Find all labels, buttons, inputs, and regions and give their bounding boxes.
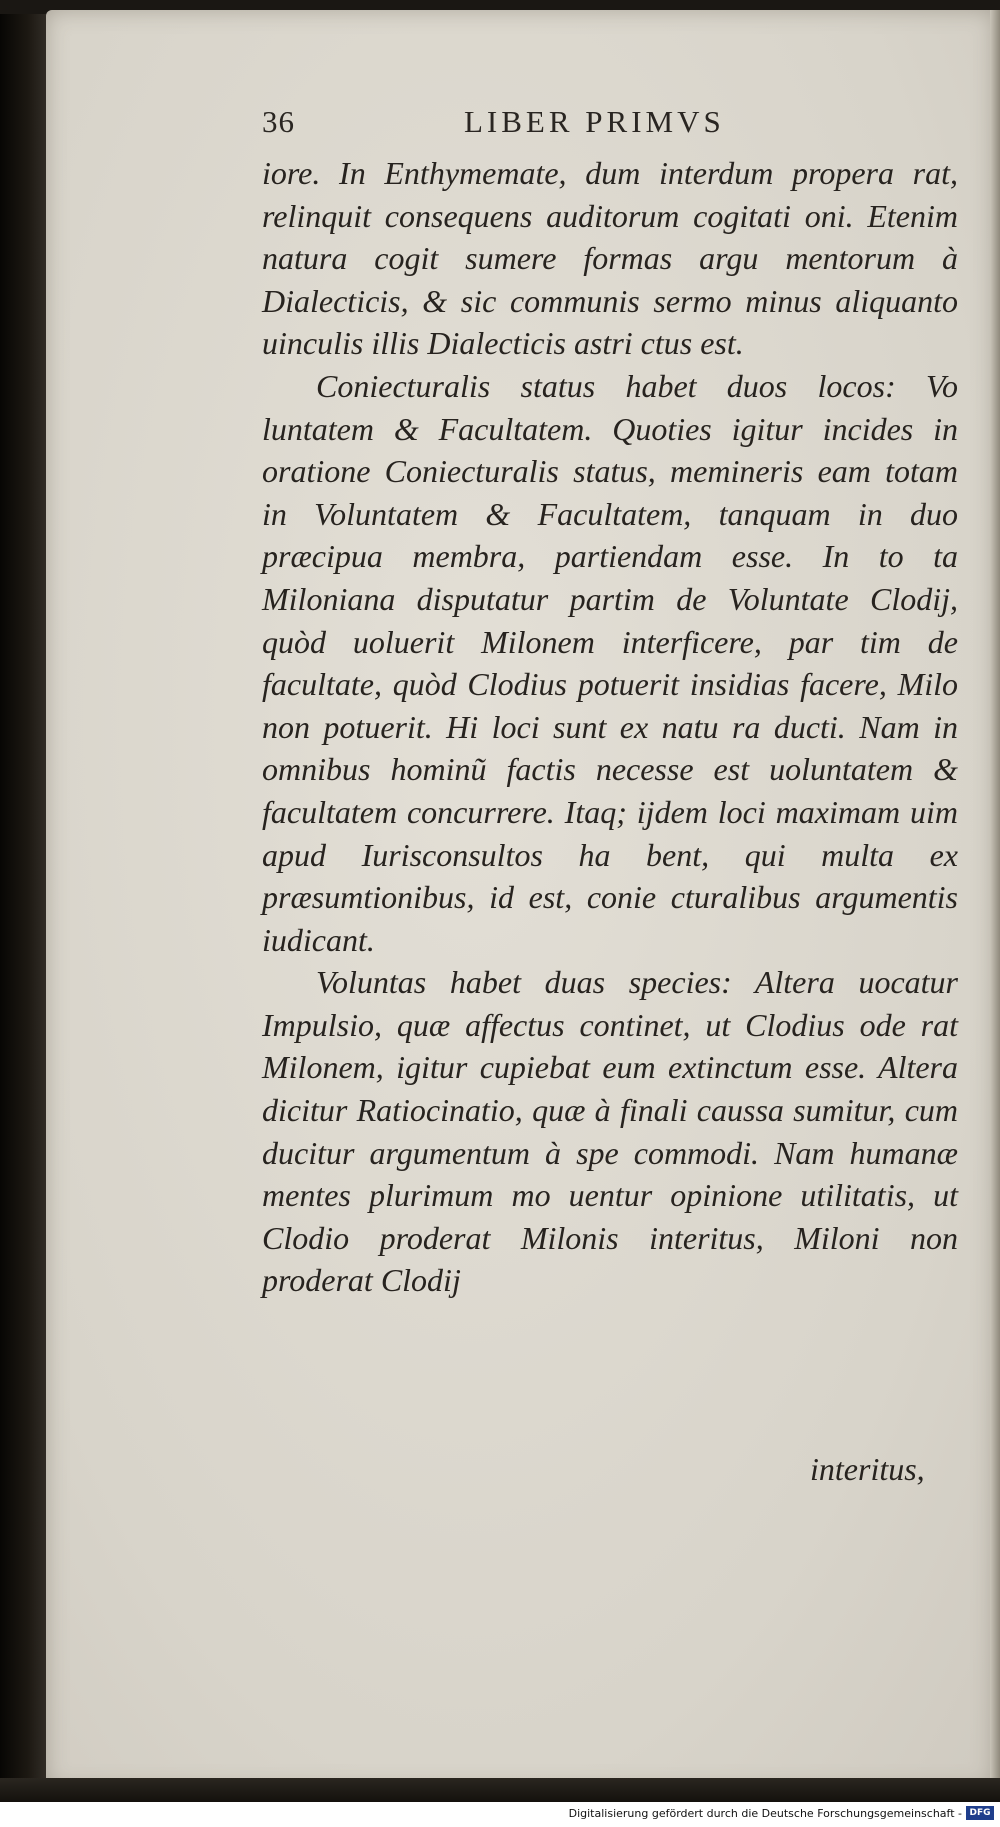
scan-bottom-border [0, 1778, 1000, 1802]
catchword: interitus, [810, 1451, 925, 1487]
paragraph-voluntas: Voluntas habet duas species: Altera uocatur Impulsio, quæ affectus continet, ut Clodius ode rat Milonem, igitur cupiebat eum extinctum esse. Altera dicitur Ratiocinatio, quæ à finali caussa sumitur, cum ducitur argumentum à spe commodi. Nam humanæ mentes plurimum mo uentur opinione utilitatis, ut Clodio proderat Milonis interitus, Miloni non proderat Clodij [262, 964, 958, 1299]
running-head: LIBER PRIMVS [464, 104, 725, 139]
body-text [262, 152, 958, 1302]
paragraph-enthymeme: iore. In Enthymemate, dum interdum propera rat, relinquit consequens auditorum cogitati oni. Etenim natura cogit sumere formas argu mentorum à Dialecticis, & sic communis sermo minus aliquanto uinculis illis Dialecticis astri ctus est. [262, 155, 958, 362]
page-right-edge [990, 10, 1000, 1788]
digitization-credit: Digitalisierung gefördert durch die Deutsche Forschungsgemeinschaft - [568, 1807, 962, 1820]
dfg-logo: DFG [966, 1806, 994, 1820]
digitization-footer [0, 1802, 1000, 1827]
page-number: 36 [262, 104, 295, 139]
book-binding-shadow [0, 0, 50, 1790]
page-header [0, 104, 1000, 144]
paragraph-coniecturalis: Coniecturalis status habet duos locos: Vo luntatem & Facultatem. Quoties igitur incides in oratione Coniecturalis status, memineris eam totam in Voluntatem & Facultatem, tanquam in duo præcipua membra, partiendam esse. In to ta Miloniana disputatur partim de Voluntate Clodij, quòd uoluerit Milonem interficere, par tim de facultate, quòd Clodius potuerit insidias facere, Milo non potuerit. Hi loci sunt ex natu ra ducti. Nam in omnibus hominũ factis necesse est uoluntatem & facultatem concurrere. Itaq; ijdem loci maximam uim apud Iurisconsultos ha bent, qui multa ex præsumtionibus, id est, conie cturalibus argumentis iudicant. [262, 367, 958, 958]
